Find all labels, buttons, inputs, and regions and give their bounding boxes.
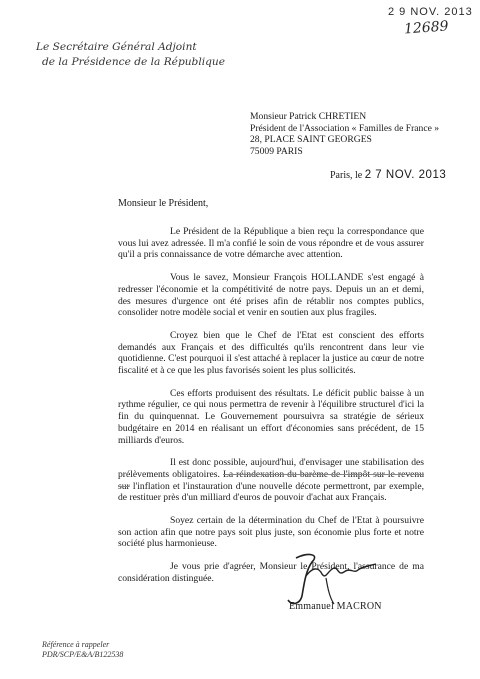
signer-name: Emmanuel MACRON [289,601,382,612]
letter-body [118,226,424,596]
paragraph-2: Vous le savez, Monsieur François HOLLANDE s'est engagé à redresser l'économie et la compétitivité de notre pays. Depuis un an et demi, des mesures d'urgence ont été prises afin de rétablir nos comptes publics, consolider notre modèle social et venir en soutien aux plus fragiles. [118,272,424,319]
handwritten-signature [282,550,382,608]
letterhead-line-1: Le Secrétaire Général Adjoint [36,41,197,53]
addressee-name: Monsieur Patrick CHRETIEN [250,111,367,122]
registration-number: 12689 [403,18,450,38]
paragraph-5 [118,457,424,504]
paragraph-5-part-3: l'inflation et l'instauration d'une nouvelle décote permettront, par exemple, de restituer près d'un milliard d'euros de pouvoir d'achat aux Français. [118,480,424,504]
paragraph-7: Je vous prie d'agréer, Monsieur le Président, l'assurance de ma considération distinguée. [118,561,424,584]
paragraph-3: Croyez bien que le Chef de l'Etat est conscient des efforts demandés aux Français et des difficultés qu'ils rencontrent dans leur vie quotidienne. C'est pourquoi il s'est attaché à replacer la justice au cœur de notre fiscalité et à ce que les plus favorisés soient les plus sollicités. [118,329,424,377]
dateline-date: 2 7 NOV. 2013 [364,169,447,181]
paragraph-4: Ces efforts produisent des résultats. Le déficit public baisse à un rythme régulier, ce qui nous permettra de revenir à l'équilibre structurel d'ici la fin du quinquennat. Le Gouvernement poursuivra sa stratégie de sérieux budgétaire en 2014 en réalisant un effort d'économies sans précédent, de 15 milliards d'euros. [118,387,424,446]
addressee-city: 75009 PARIS [250,145,303,157]
paragraph-5-struck-text: La réindexation du barème de l'impôt sur le revenu sur [118,468,424,492]
paragraph-1: Le Président de la République a bien reçu la correspondance que vous lui avez adressée. Il m'a confié le soin de vous répondre et de vous assurer qu'il a pris connaissance de votre démarche avec attention. [118,226,424,261]
paragraph-5-part-1: Il est donc possible, aujourd'hui, d'envisager une stabilisation des prélèvements obligatoires. [118,457,424,480]
reference-label: Référence à rappeler [42,640,110,649]
paragraph-6: Soyez certain de la détermination du Chef de l'Etat à poursuivre son action afin que notre pays soit plus juste, son économie plus forte et notre société plus harmonieuse. [118,515,424,550]
letterhead-line-2: de la Présidence de la République [42,56,225,68]
addressee-street: 28, PLACE SAINT GEORGES [250,134,372,145]
reference-code: PDR/SCP/E&A/B122538 [42,650,124,659]
addressee-block [250,111,439,157]
letterhead [36,40,236,70]
addressee-title: Président de l'Association « Familles de France » [250,122,440,134]
salutation: Monsieur le Président, [118,198,209,209]
received-date-stamp: 2 9 NOV. 2013 [388,6,473,18]
reference-block [42,640,123,660]
dateline [330,169,446,181]
dateline-place: Paris, le [330,170,363,181]
